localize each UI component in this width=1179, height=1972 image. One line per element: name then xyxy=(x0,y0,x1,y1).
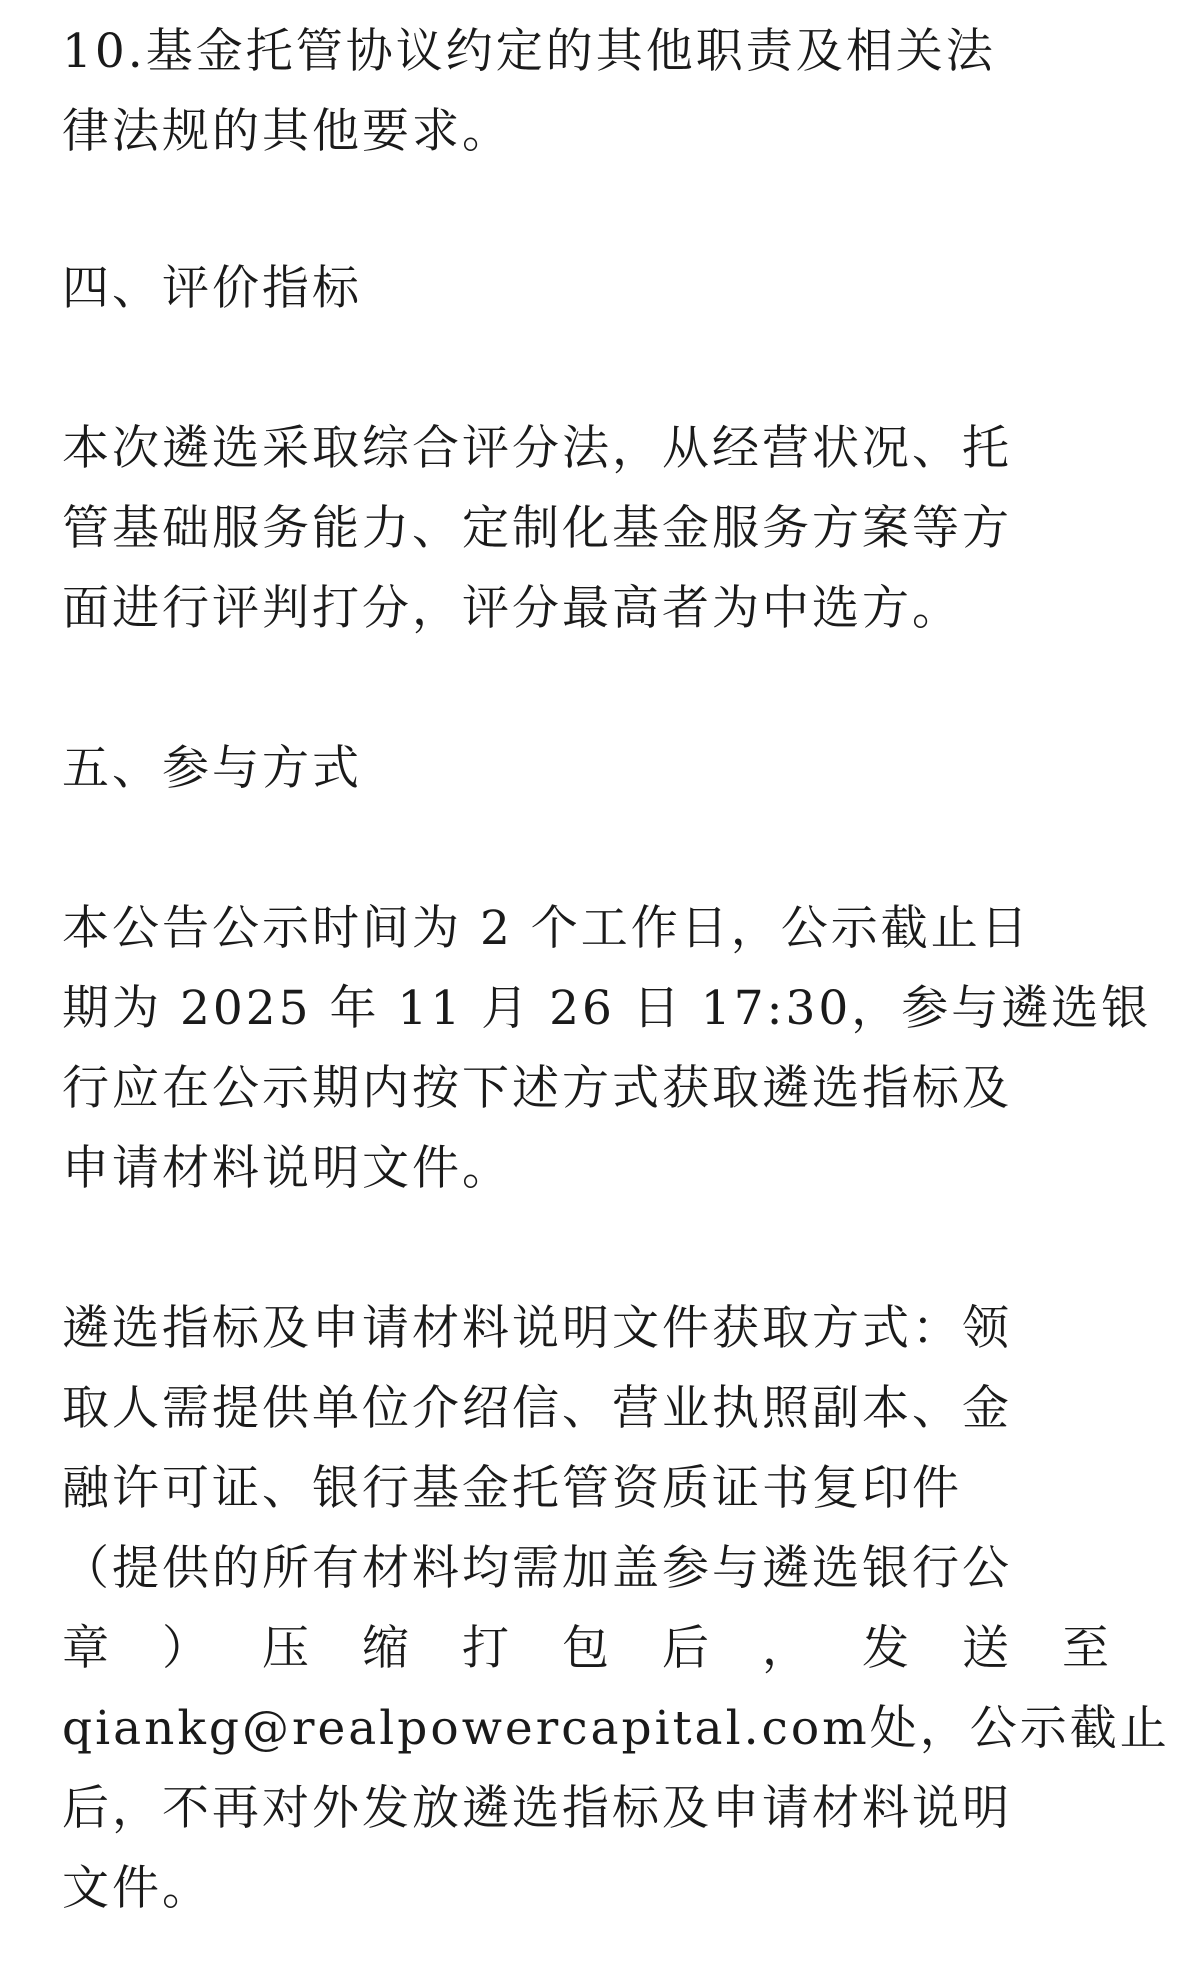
section-5-heading: 五、参与方式 xyxy=(62,741,362,796)
section-4-para-line-3: 面进行评判打分，评分最高者为中选方。 xyxy=(62,581,962,636)
section-5-para-1-line-1: 本公告公示时间为 2 个工作日，公示截止日 xyxy=(62,901,1031,956)
section-5-para-1-line-3: 行应在公示期内按下述方式获取遴选指标及 xyxy=(62,1061,1012,1116)
email-contact-line: qiankg@realpowercapital.com处，公示截止 xyxy=(62,1701,1170,1756)
item-10-line-2: 律法规的其他要求。 xyxy=(62,104,512,159)
section-5-para-2-line-4: （提供的所有材料均需加盖参与遴选银行公 xyxy=(62,1541,1012,1596)
section-4-para-line-2: 管基础服务能力、定制化基金服务方案等方 xyxy=(62,501,1012,556)
section-5-para-1-line-4: 申请材料说明文件。 xyxy=(62,1141,512,1196)
section-5-para-1-line-2: 期为 2025 年 11 月 26 日 17:30，参与遴选银 xyxy=(62,981,1152,1036)
item-10-line-1: 10.基金托管协议约定的其他职责及相关法 xyxy=(62,24,996,79)
section-5-para-2-line-7: 后，不再对外发放遴选指标及申请材料说明 xyxy=(62,1781,1012,1836)
section-5-para-2-line-5: 章 ） 压 缩 打 包 后 ， 发 送 至 xyxy=(62,1621,1112,1676)
section-5-para-2-line-8: 文件。 xyxy=(62,1861,212,1916)
section-5-para-2-line-2: 取人需提供单位介绍信、营业执照副本、金 xyxy=(62,1381,1012,1436)
section-5-para-2-line-3: 融许可证、银行基金托管资质证书复印件 xyxy=(62,1461,962,1516)
section-4-para-line-1: 本次遴选采取综合评分法，从经营状况、托 xyxy=(62,421,1012,476)
section-4-heading: 四、评价指标 xyxy=(62,261,362,316)
section-5-para-2-line-1: 遴选指标及申请材料说明文件获取方式：领 xyxy=(62,1301,1012,1356)
